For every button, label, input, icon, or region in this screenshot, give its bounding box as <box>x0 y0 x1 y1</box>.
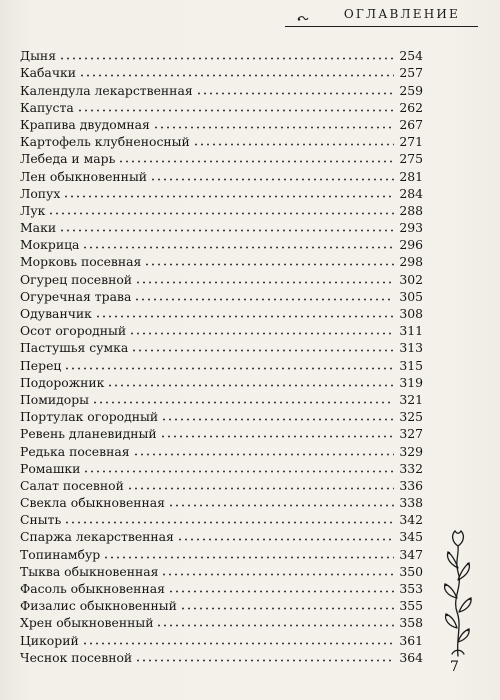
toc-entry-title: Лук <box>20 202 46 218</box>
toc-entry-page: 302 <box>399 271 423 287</box>
toc-entry-page: 275 <box>399 151 423 167</box>
toc-entry-page: 336 <box>399 477 423 493</box>
toc-entry-page: 358 <box>399 615 423 631</box>
toc-entry <box>20 80 423 97</box>
toc-entry <box>20 527 423 544</box>
toc-entry <box>20 390 423 407</box>
toc-entry <box>20 252 423 269</box>
toc-entry <box>20 63 423 80</box>
toc-entry-page: 325 <box>399 409 423 425</box>
toc-entry <box>20 218 423 235</box>
toc-dot-leader <box>92 401 394 404</box>
toc-entry-title: Салат посевной <box>20 477 124 493</box>
toc-dot-leader <box>63 195 394 198</box>
toc-entry-title: Капуста <box>20 99 74 115</box>
toc-entry <box>20 579 423 596</box>
toc-entry-page: 345 <box>399 529 423 545</box>
toc-entry <box>20 373 423 390</box>
toc-entry-page: 305 <box>399 288 423 304</box>
toc-entry-title: Кабачки <box>20 65 77 81</box>
toc-dot-leader <box>168 590 394 593</box>
toc-entry-page: 257 <box>399 65 423 81</box>
toc-entry-title: Подорожник <box>20 374 105 390</box>
toc-dot-leader <box>118 160 394 163</box>
toc-entry <box>20 544 423 561</box>
toc-entry-page: 338 <box>399 495 423 511</box>
toc-entry-title: Маки <box>20 220 57 236</box>
toc-entry-title: Календула лекарственная <box>20 82 193 98</box>
toc-entry-page: 342 <box>399 512 423 528</box>
toc-entry <box>20 321 423 338</box>
toc-entry-page: 296 <box>399 237 423 253</box>
toc-dot-leader <box>160 435 394 438</box>
toc-dot-leader <box>177 538 394 541</box>
toc-dot-leader <box>168 504 394 507</box>
toc-entry <box>20 459 423 476</box>
toc-dot-leader <box>156 624 394 627</box>
toc-entry-page: 271 <box>399 134 423 150</box>
toc-dot-leader <box>82 642 394 645</box>
fleuron-icon <box>297 15 309 22</box>
toc-entry <box>20 562 423 579</box>
toc-entry <box>20 424 423 441</box>
toc-entry <box>20 46 423 63</box>
toc-entry-page: 313 <box>399 340 423 356</box>
toc-dot-leader <box>129 332 394 335</box>
toc-entry-page: 284 <box>399 185 423 201</box>
toc-dot-leader <box>79 74 394 77</box>
toc-dot-leader <box>103 556 394 559</box>
toc-entry-title: Чеснок посевной <box>20 649 133 665</box>
toc-dot-leader <box>135 281 394 284</box>
toc-entry-page: 321 <box>399 391 423 407</box>
toc-entry-title: Ромашки <box>20 460 81 476</box>
toc-dot-leader <box>77 109 394 112</box>
toc-entry-page: 298 <box>399 254 423 270</box>
section-title: ОГЛАВЛЕНИЕ <box>343 7 460 21</box>
toc-entry-page: 364 <box>399 649 423 665</box>
toc-dot-leader <box>127 487 394 490</box>
toc-dot-leader <box>135 659 394 662</box>
toc-dot-leader <box>180 607 394 610</box>
toc-entry-title: Лебеда и марь <box>20 151 116 167</box>
toc-entry <box>20 441 423 458</box>
toc-entry-page: 315 <box>399 357 423 373</box>
toc-dot-leader <box>133 453 394 456</box>
toc-dot-leader <box>131 349 394 352</box>
toc-entry-page: 355 <box>399 598 423 614</box>
toc-entry-title: Одуванчик <box>20 306 92 321</box>
running-header <box>285 4 478 26</box>
toc-entry-title: Морковь посевная <box>20 254 142 270</box>
toc-entry-title: Картофель клубненосный <box>20 134 190 150</box>
toc-entry <box>20 648 423 665</box>
toc-entry <box>20 235 423 252</box>
toc-entry-title: Пастушья сумка <box>20 340 129 356</box>
toc-entry <box>20 510 423 527</box>
toc-entry-page: 353 <box>399 581 423 596</box>
toc-dot-leader <box>144 263 394 266</box>
toc-entry-page: 267 <box>399 116 423 132</box>
toc-entry <box>20 269 423 286</box>
toc-entry <box>20 98 423 115</box>
toc-entry-title: Свекла обыкновенная <box>20 495 166 511</box>
toc-entry-title: Портулак огородный <box>20 409 159 425</box>
toc-entry-title: Мокрица <box>20 237 80 253</box>
toc-entry-page: 361 <box>399 632 423 648</box>
toc-entry-page: 347 <box>399 546 423 562</box>
toc-dot-leader <box>161 418 394 421</box>
toc-entry <box>20 355 423 372</box>
toc-dot-leader <box>82 246 394 249</box>
toc-dot-leader <box>153 126 394 129</box>
toc-entry-page: 329 <box>399 443 423 459</box>
toc-entry-title: Помидоры <box>20 391 90 407</box>
toc-entry-page: 293 <box>399 220 423 236</box>
header-rule <box>285 26 478 27</box>
toc-entry <box>20 201 423 218</box>
toc-entry-title: Сныть <box>20 512 62 528</box>
toc-entry-title: Огурец посевной <box>20 271 133 287</box>
toc-dot-leader <box>59 229 394 232</box>
toc-entry <box>20 493 423 510</box>
toc-dot-leader <box>48 212 394 215</box>
toc-entry <box>20 407 423 424</box>
toc-entry-page: 327 <box>399 426 423 442</box>
toc-entry-title: Тыква обыкновенная <box>20 563 159 579</box>
toc-dot-leader <box>64 521 394 524</box>
toc-entry-page: 350 <box>399 563 423 579</box>
toc-entry <box>20 476 423 493</box>
toc-entry-page: 308 <box>399 306 423 321</box>
toc-entry-page: 332 <box>399 460 423 476</box>
toc-entry-page: 262 <box>399 99 423 115</box>
toc-entry-page: 254 <box>399 48 423 64</box>
toc-dot-leader <box>161 573 394 576</box>
toc-entry <box>20 287 423 304</box>
toc-entry-title: Перец <box>20 357 62 373</box>
toc-dot-leader <box>150 178 394 181</box>
toc-dot-leader <box>193 143 394 146</box>
toc-entry-page: 259 <box>399 82 423 98</box>
toc-entry <box>20 115 423 132</box>
toc-dot-leader <box>107 384 394 387</box>
toc-dot-leader <box>134 298 394 301</box>
toc-entry-page: 319 <box>399 374 423 390</box>
toc-entry-title: Фасоль обыкновенная <box>20 581 165 596</box>
toc-entry <box>20 166 423 183</box>
toc-entry-title: Лопух <box>20 185 61 201</box>
toc-dot-leader <box>64 367 394 370</box>
toc-dot-leader <box>83 470 394 473</box>
page-number: 7 <box>450 659 459 675</box>
toc-entry-title: Топинамбур <box>20 546 101 562</box>
table-of-contents <box>20 46 423 665</box>
toc-entry-title: Спаржа лекарственная <box>20 529 174 545</box>
toc-entry <box>20 132 423 149</box>
toc-entry-title: Осот огородный <box>20 323 127 339</box>
toc-entry-title: Огуречная трава <box>20 288 132 304</box>
toc-entry-title: Дыня <box>20 48 57 64</box>
toc-entry-title: Ревень длaневидный <box>20 426 157 442</box>
toc-entry-page: 311 <box>399 323 423 339</box>
toc-entry <box>20 613 423 630</box>
toc-entry-page: 288 <box>399 202 423 218</box>
toc-entry-title: Лен обыкновенный <box>20 168 148 184</box>
toc-entry <box>20 304 423 321</box>
toc-entry-page: 281 <box>399 168 423 184</box>
toc-entry <box>20 184 423 201</box>
floral-vine-icon <box>438 528 478 658</box>
toc-dot-leader <box>95 315 394 318</box>
toc-entry <box>20 596 423 613</box>
toc-entry-title: Хрен обыкновенный <box>20 615 154 631</box>
toc-entry-title: Крапива двудомная <box>20 116 150 132</box>
toc-entry <box>20 149 423 166</box>
toc-dot-leader <box>196 92 394 95</box>
toc-entry-title: Редька посевная <box>20 443 130 459</box>
toc-entry <box>20 338 423 355</box>
toc-entry <box>20 630 423 647</box>
toc-entry-title: Физалис обыкновенный <box>20 598 177 614</box>
toc-entry-title: Цикорий <box>20 632 79 648</box>
toc-dot-leader <box>59 57 394 60</box>
